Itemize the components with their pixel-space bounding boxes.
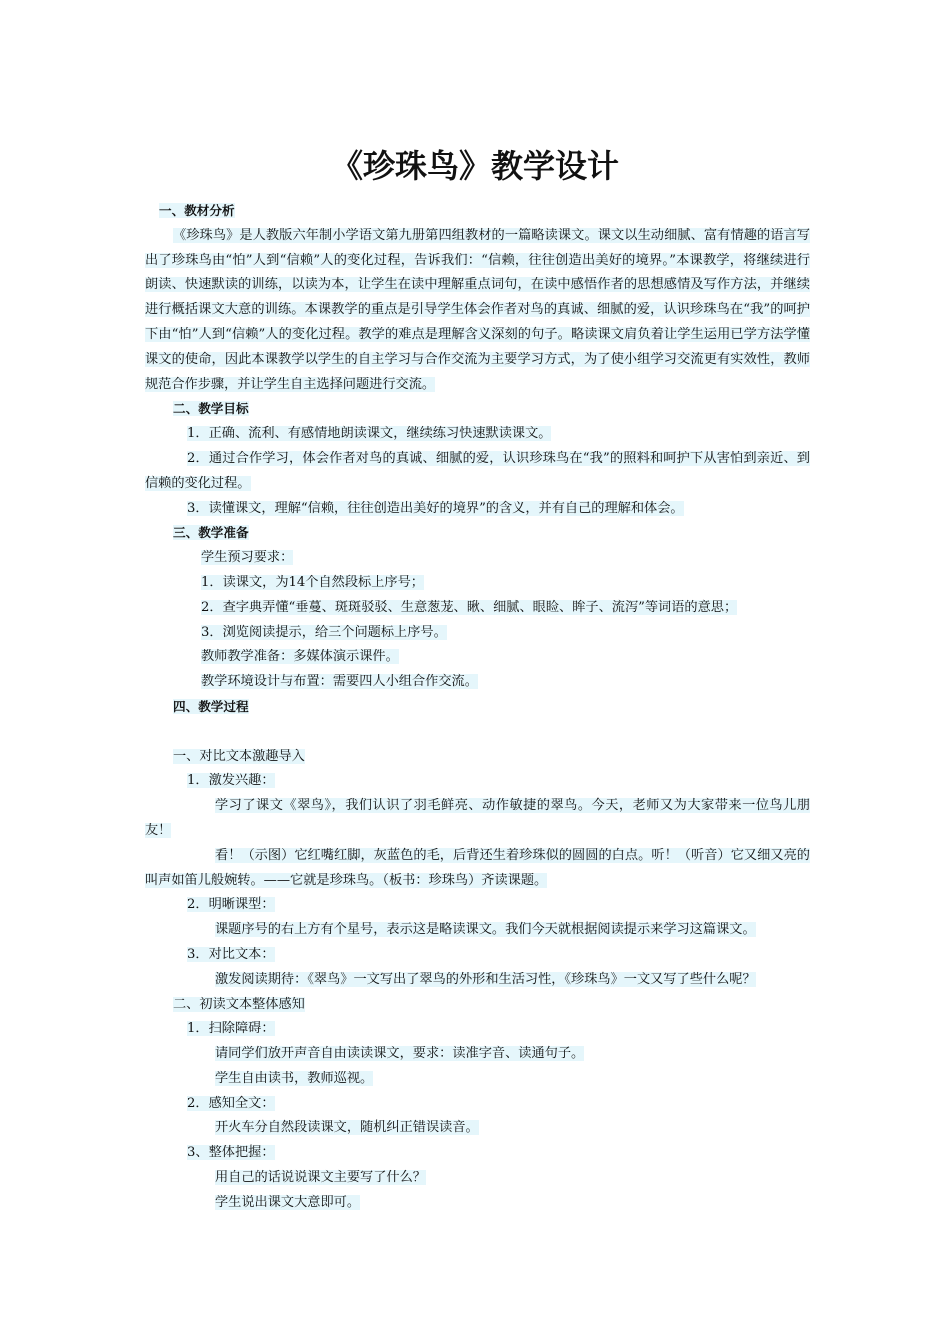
process-text-1-1-b: 看！（示图）它红嘴红脚，灰蓝色的毛，后背还生着珍珠似的圆圆的白点。听！（听音）它又细又亮的叫声如笛儿般婉转。——它就是珍珠鸟。（板书：珍珠鸟）齐读课题。 xyxy=(145,847,810,888)
process-step-heading-2: 二、初读文本整体感知 xyxy=(173,996,305,1012)
process-text-2-1-b: 学生自由读书，教师巡视。 xyxy=(215,1070,374,1086)
teacher-preparation: 教师教学准备：多媒体演示课件。 xyxy=(201,649,399,665)
process-text-1-2-a: 课题序号的右上方有个星号，表示这是略读课文。我们今天就根据阅读提示来学习这篇课文。 xyxy=(215,922,756,938)
process-step-heading-1: 一、对比文本激趣导入 xyxy=(173,748,305,764)
section-heading-process: 四、教学过程 xyxy=(173,698,249,714)
process-substep-1-3: 3．对比文本： xyxy=(187,946,275,962)
document-body xyxy=(145,199,810,1216)
goal-item-1: 1．正确、流利、有感情地朗读课文，继续练习快速默读课文。 xyxy=(187,426,552,442)
environment-design: 教学环境设计与布置：需要四人小组合作交流。 xyxy=(201,674,478,690)
process-text-2-1-a: 请同学们放开声音自由读读课文，要求：读准字音、读通句子。 xyxy=(215,1046,585,1062)
section-heading-analysis: 一、教材分析 xyxy=(159,203,235,218)
process-text-2-2-a: 开火车分自然段读课文，随机纠正错误读音。 xyxy=(215,1120,479,1136)
preview-item-3: 3．浏览阅读提示，给三个问题标上序号。 xyxy=(201,624,447,640)
goal-item-2: 2．通过合作学习，体会作者对鸟的真诚、细腻的爱，认识珍珠鸟在“我”的照料和呵护下从害怕到亲近、到信赖的变化过程。 xyxy=(145,450,810,491)
process-text-2-3-b: 学生说出课文大意即可。 xyxy=(215,1194,361,1210)
goal-item-3: 3．读懂课文，理解“信赖，往往创造出美好的境界”的含义，并有自己的理解和体会。 xyxy=(187,500,684,516)
section-heading-preparation: 三、教学准备 xyxy=(173,525,249,541)
blank-line xyxy=(145,720,810,745)
preview-requirements-label: 学生预习要求： xyxy=(201,550,294,566)
preview-item-1: 1．读课文，为14个自然段标上序号； xyxy=(201,574,424,590)
document-title: 《珍珠鸟》教学设计 xyxy=(330,147,619,185)
process-substep-2-3: 3、整体把握： xyxy=(187,1145,275,1161)
process-substep-1-1: 1．激发兴趣： xyxy=(187,773,275,789)
process-text-1-1-a: 学习了课文《翠鸟》，我们认识了羽毛鲜亮、动作敏捷的翠鸟。今天，老师又为大家带来一位鸟儿朋友！ xyxy=(145,798,810,838)
process-text-2-3-a: 用自己的话说说课文主要写了什么？ xyxy=(215,1170,426,1186)
process-substep-2-2: 2．感知全文： xyxy=(187,1095,275,1111)
process-substep-1-2: 2．明晰课型： xyxy=(187,897,275,913)
section-heading-goals: 二、教学目标 xyxy=(173,401,249,417)
process-text-1-3-a: 激发阅读期待：《翠鸟》一文写出了翠鸟的外形和生活习性，《珍珠鸟》一文又写了些什么呢？ xyxy=(215,971,756,987)
preview-item-2: 2．查字典弄懂“垂蔓、斑斑驳驳、生意葱茏、瞅、细腻、眼睑、眸子、流泻”等词语的意思； xyxy=(201,599,738,615)
process-substep-2-1: 1．扫除障碍： xyxy=(187,1021,275,1037)
analysis-paragraph: 《珍珠鸟》是人教版六年制小学语文第九册第四组教材的一篇略读课文。课文以生动细腻、富有情趣的语言写出了珍珠鸟由“怕”人到“信赖”人的变化过程，告诉我们：“信赖，往往创造出美好的境界。”本课教学，将继续进行朗读、快速默读的训练，以读为本，让学生在读中理解重点词句，在读中感悟作者的思想感情及写作方法，并继续进行概括课文大意的训练。本课教学的重点是引导学生体会作者对鸟的真诚、细腻的爱，认识珍珠鸟在“我”的呵护下由“怕”人到“信赖”人的变化过程。教学的难点是理解含义深刻的句子。略读课文肩负着让学生运用已学方法学懂课文的使命，因此本课教学以学生的自主学习与合作交流为主要学习方式，为了使小组学习交流更有实效性，教师规范合作步骤，并让学生自主选择问题进行交流。 xyxy=(145,227,810,392)
